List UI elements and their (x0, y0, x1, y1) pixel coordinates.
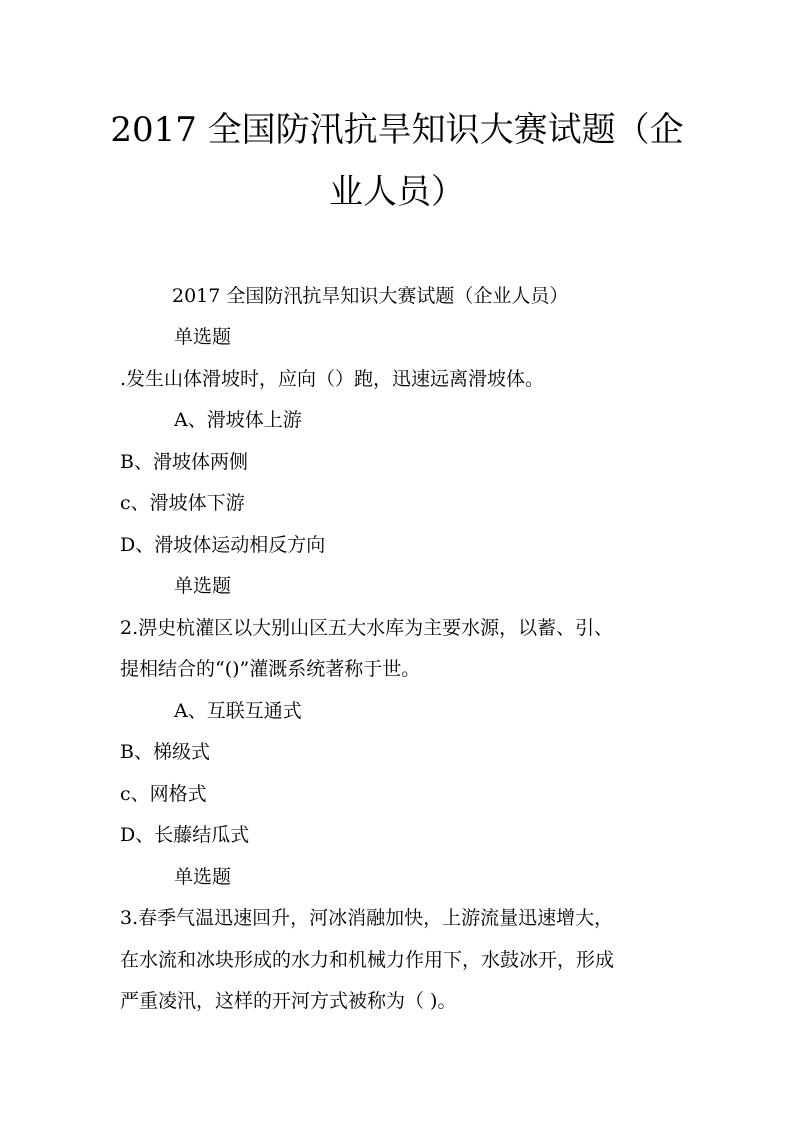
question-3-type: 单选题 (174, 866, 232, 888)
document-title-line-1: 2017 全国防汛抗旱知识大赛试题（企 (110, 110, 684, 150)
question-1-option-d: D、滑坡体运动相反方向 (120, 534, 326, 556)
question-2-type: 单选题 (174, 575, 232, 597)
question-2-option-c: c、网格式 (120, 783, 207, 805)
question-1-type: 单选题 (174, 326, 232, 348)
question-1-option-a: A、滑坡体上游 (174, 409, 302, 431)
question-1-option-c: c、滑坡体下游 (120, 492, 245, 514)
question-3-stem-line-3: 严重凌汛，这样的开河方式被称为（ )。 (120, 990, 457, 1012)
question-2-stem-line-1: 2.淠史杭灌区以大别山区五大水库为主要水源，以蓄、引、 (120, 617, 614, 639)
question-3-stem-line-1: 3.春季气温迅速回升，河冰消融加快，上游流量迅速增大， (120, 907, 614, 929)
question-2-option-a: A、互联互通式 (174, 700, 302, 722)
document-title-line-2: 业人员） (329, 172, 465, 212)
question-1-stem: .发生山体滑坡时，应向（）跑，迅速远离滑坡体。 (120, 368, 545, 390)
question-3-stem-line-2: 在水流和冰块形成的水力和机械力作用下，水鼓冰开，形成 (120, 949, 615, 971)
question-2-option-b: B、梯级式 (120, 741, 210, 763)
question-2-option-d: D、长藤结瓜式 (120, 824, 250, 846)
question-2-stem-line-2: 提相结合的“()”灌溉系统著称于世。 (120, 658, 421, 680)
question-1-option-b: B、滑坡体两侧 (120, 451, 248, 473)
document-subtitle: 2017 全国防汛抗旱知识大赛试题（企业人员） (172, 285, 569, 307)
